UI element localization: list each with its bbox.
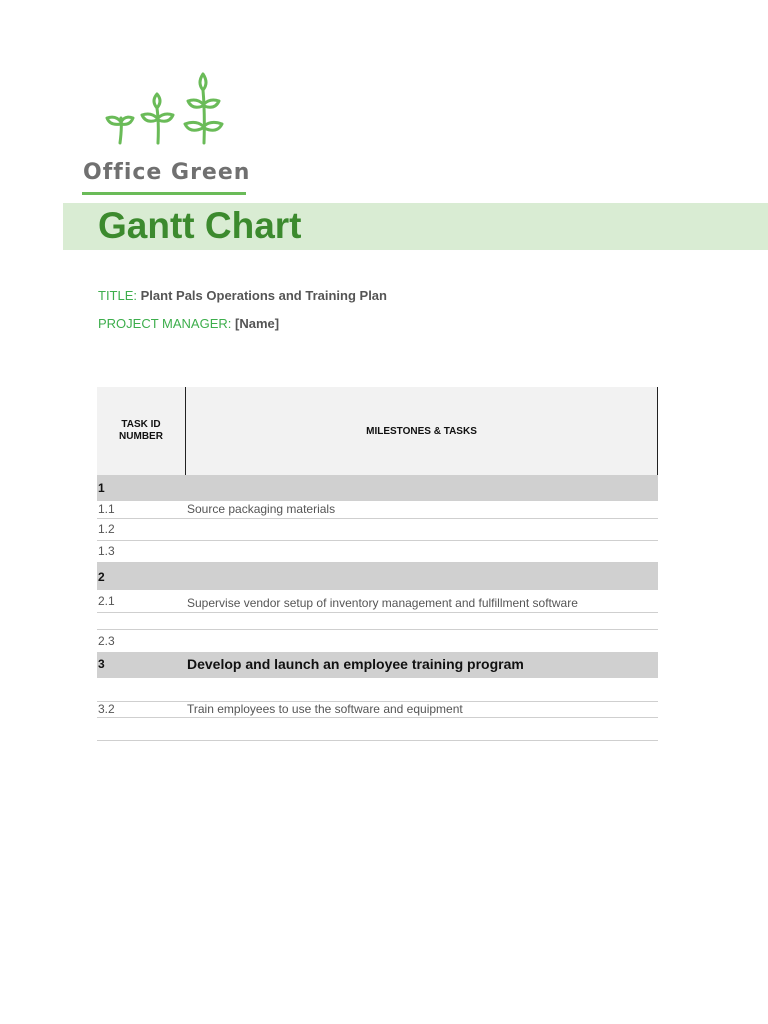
logo-wordmark: Office Green [83, 160, 251, 185]
table-row [97, 541, 658, 563]
project-title-label: TITLE: [98, 288, 138, 303]
project-title-line [98, 288, 387, 303]
task-id: 1.3 [98, 544, 115, 558]
title-banner [63, 203, 768, 250]
table-row [97, 519, 658, 541]
task-name: Develop and launch an employee training program [187, 656, 524, 672]
task-id: 2.1 [98, 594, 115, 608]
task-id: 3.2 [98, 702, 115, 716]
office-green-logo [80, 68, 250, 198]
task-name: Train employees to use the software and equipment [187, 702, 463, 716]
milestone-row [97, 652, 658, 678]
table-row [97, 678, 658, 702]
task-id: 1 [98, 481, 105, 495]
task-id: 2.3 [98, 634, 115, 648]
table-row [97, 702, 658, 718]
project-manager-line [98, 316, 279, 331]
table-row [97, 613, 658, 630]
gantt-task-table [97, 387, 658, 741]
task-id: 1.1 [98, 502, 115, 516]
column-header-milestones-tasks: MILESTONES & TASKS [186, 387, 658, 475]
project-manager-label: PROJECT MANAGER: [98, 316, 232, 331]
task-id: 1.2 [98, 522, 115, 536]
column-header-task-id: TASK ID NUMBER [97, 387, 186, 475]
task-name: Source packaging materials [187, 502, 336, 516]
milestone-row [97, 563, 658, 590]
task-id: 2 [98, 570, 105, 584]
table-header [97, 387, 658, 475]
sprouting-plants-icon [104, 68, 229, 148]
logo-underline [82, 192, 246, 195]
table-row [97, 630, 658, 652]
page-title: Gantt Chart [98, 205, 302, 246]
table-row [97, 501, 658, 519]
table-row [97, 590, 658, 613]
task-id: 3 [98, 657, 105, 671]
task-name: Supervise vendor setup of inventory management and fulfillment software [187, 596, 578, 610]
table-row [97, 718, 658, 741]
project-manager-value: [Name] [235, 316, 280, 331]
milestone-row [97, 475, 658, 501]
project-title-value: Plant Pals Operations and Training Plan [140, 288, 387, 303]
